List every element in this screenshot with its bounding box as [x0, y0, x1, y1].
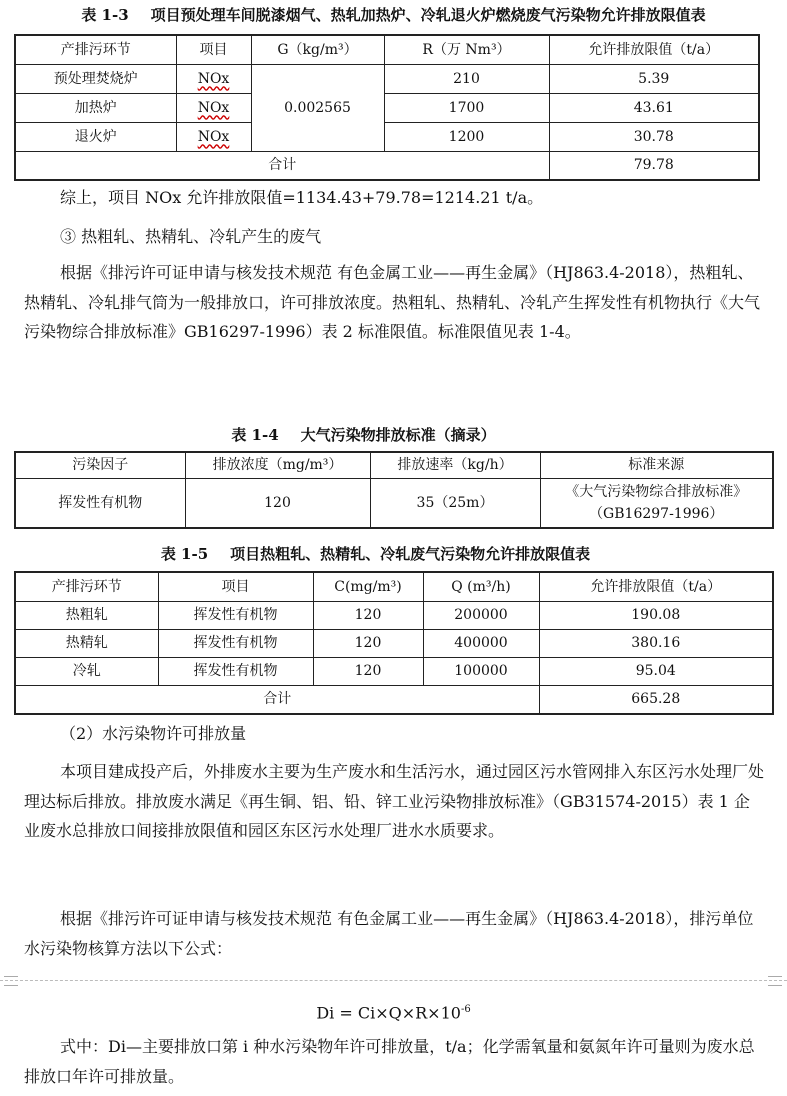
cell-c: 120	[313, 657, 423, 685]
separator-mark-left	[4, 976, 18, 986]
cell-item: 挥发性有机物	[158, 629, 313, 657]
caption-number: 表 1-5	[160, 545, 209, 563]
caption-number: 表 1-3	[81, 6, 129, 24]
table-1-4-caption	[0, 426, 757, 444]
header-limit: 允许排放限值（t/a）	[539, 572, 773, 601]
cell-concentration: 120	[185, 478, 370, 528]
cell-source: 热粗轧	[15, 601, 158, 629]
summary-line: 综上，项目 NOx 允许排放限值=1134.43+79.78=1214.21 t/a。	[60, 188, 544, 207]
header-item: 项目	[158, 572, 313, 601]
cell-item	[176, 93, 251, 122]
page-separator	[0, 980, 787, 981]
total-label: 合计	[15, 151, 549, 180]
cell-g-merged: 0.002565	[251, 64, 384, 151]
cell-q: 400000	[423, 629, 539, 657]
paragraph-wastewater: 本项目建成投产后，外排废水主要为生产废水和生活污水，通过园区污水管网排入东区污水处理厂处理达标后排放。排放废水满足《再生铜、铝、铅、锌工业污染物排放标准》（GB31574-2015）表 1 企业废水总排放口间接排放限值和园区东区污水处理厂进水水质要求。	[24, 762, 765, 840]
caption-text: 项目热粗轧、热精轧、冷轧废气污染物允许排放限值表	[230, 545, 591, 563]
cell-factor: 挥发性有机物	[15, 478, 185, 528]
cell-source: 热精轧	[15, 629, 158, 657]
table-row	[15, 122, 759, 151]
cell-source: 冷轧	[15, 657, 158, 685]
table-row	[15, 601, 773, 629]
nox-text: NOx	[197, 70, 230, 87]
cell-limit: 190.08	[539, 601, 773, 629]
total-row	[15, 151, 759, 180]
header-c: C(mg/m³)	[313, 572, 423, 601]
formula-main: Di = Ci×Q×R×10	[316, 1003, 461, 1023]
header-factor: 污染因子	[15, 452, 185, 478]
table-1-3	[14, 34, 760, 181]
header-q: Q (m³/h)	[423, 572, 539, 601]
cell-q: 200000	[423, 601, 539, 629]
table-1-4	[14, 451, 774, 529]
header-limit: 允许排放限值（t/a）	[549, 35, 759, 64]
cell-limit: 30.78	[549, 122, 759, 151]
nox-text: NOx	[197, 99, 230, 116]
caption-text: 大气污染物排放标准（摘录）	[300, 426, 496, 444]
cell-limit: 95.04	[539, 657, 773, 685]
cell-item: 挥发性有机物	[158, 657, 313, 685]
table-1-3-caption	[0, 6, 787, 24]
cell-c: 120	[313, 601, 423, 629]
table-row	[15, 478, 773, 528]
caption-number: 表 1-4	[231, 426, 279, 444]
header-source: 产排污环节	[15, 35, 176, 64]
item-3-heading: ③ 热粗轧、热精轧、冷轧产生的废气	[60, 227, 322, 246]
formula	[0, 1000, 787, 1023]
total-value: 79.78	[549, 151, 759, 180]
formula-exponent: -6	[460, 1004, 471, 1015]
cell-standard-source: 《大气污染物综合排放标准》（GB16297-1996）	[540, 478, 773, 528]
table-1-5	[14, 571, 774, 715]
header-r: R（万 Nm³）	[384, 35, 549, 64]
header-concentration: 排放浓度（mg/m³）	[185, 452, 370, 478]
cell-source: 加热炉	[15, 93, 176, 122]
table-row	[15, 64, 759, 93]
cell-rate: 35（25m）	[370, 478, 540, 528]
paragraph-formula-explanation: 式中：Di—主要排放口第 i 种水污染物年许可排放量，t/a；化学需氧量和氨氮年许可量则为废水总排放口年许可排放量。	[24, 1037, 755, 1086]
table-row	[15, 93, 759, 122]
cell-r: 210	[384, 64, 549, 93]
cell-limit: 380.16	[539, 629, 773, 657]
nox-text: NOx	[197, 128, 230, 145]
cell-item	[176, 64, 251, 93]
total-label: 合计	[15, 685, 539, 714]
separator-mark-right	[768, 976, 782, 986]
header-g: G（kg/m³）	[251, 35, 384, 64]
paragraph-formula-ref: 根据《排污许可证申请与核发技术规范 有色金属工业——再生金属》（HJ863.4-2018），排污单位水污染物核算方法以下公式：	[24, 909, 754, 958]
table-row	[15, 629, 773, 657]
total-row	[15, 685, 773, 714]
cell-limit: 43.61	[549, 93, 759, 122]
table-1-5-caption	[0, 545, 769, 563]
cell-item: 挥发性有机物	[158, 601, 313, 629]
header-source: 产排污环节	[15, 572, 158, 601]
table-row	[15, 657, 773, 685]
caption-text: 项目预处理车间脱漆烟气、热轧加热炉、冷轧退火炉燃烧废气污染物允许排放限值表	[150, 6, 706, 24]
cell-r: 1200	[384, 122, 549, 151]
header-rate: 排放速率（kg/h）	[370, 452, 540, 478]
cell-source: 退火炉	[15, 122, 176, 151]
header-item: 项目	[176, 35, 251, 64]
total-value: 665.28	[539, 685, 773, 714]
cell-c: 120	[313, 629, 423, 657]
cell-r: 1700	[384, 93, 549, 122]
paragraph-standard-ref: 根据《排污许可证申请与核发技术规范 有色金属工业——再生金属》（HJ863.4-2018），热粗轧、热精轧、冷轧排气筒为一般排放口，许可排放浓度。热粗轧、热精轧、冷轧产生挥发性有机物执行《大气污染物综合排放标准》GB16297-1996）表 2 标准限值。标准限值见表 1-4。	[24, 263, 761, 341]
section-heading-water: （2）水污染物许可排放量	[60, 724, 247, 743]
cell-limit: 5.39	[549, 64, 759, 93]
cell-source: 预处理焚烧炉	[15, 64, 176, 93]
cell-q: 100000	[423, 657, 539, 685]
cell-item	[176, 122, 251, 151]
header-standard-source: 标准来源	[540, 452, 773, 478]
